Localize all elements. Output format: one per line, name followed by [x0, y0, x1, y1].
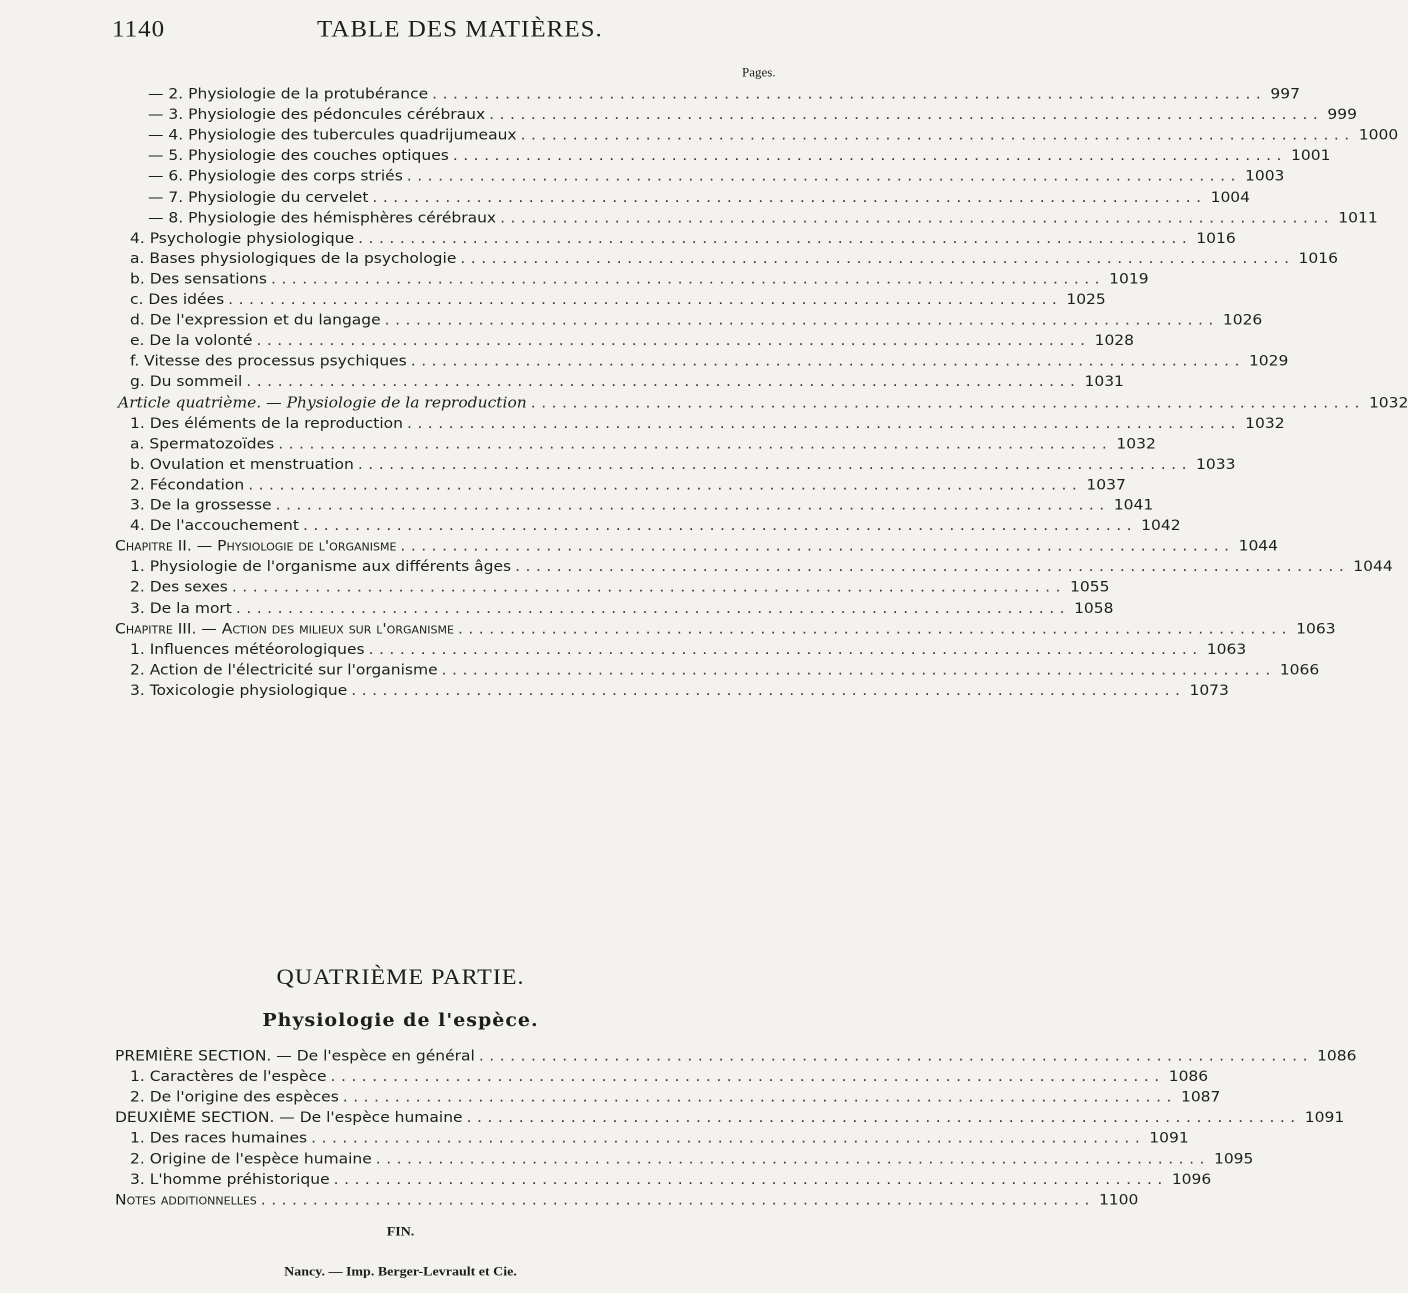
toc-row	[148, 167, 1285, 188]
dot-leader: ................................................................................	[478, 1047, 1314, 1065]
dot-leader: ................................................................................	[406, 414, 1242, 432]
dot-leader: ................................................................................	[311, 1129, 1146, 1147]
toc-entry-page: 1032	[1368, 393, 1408, 411]
toc-entry-page: 1011	[1338, 208, 1378, 226]
toc-row	[148, 85, 1300, 106]
toc-entry-label: DEUXIÈME SECTION. — De l'espèce humaine	[115, 1109, 463, 1126]
toc-entry-label: Chapitre III. — Action des milieux sur l'organisme	[115, 620, 454, 637]
toc-row	[130, 517, 1181, 537]
toc-row	[130, 681, 1229, 702]
toc-row	[130, 332, 1135, 352]
toc-entry-label: 1. Des races humaines	[130, 1129, 308, 1147]
dot-leader: ................................................................................	[333, 1170, 1168, 1188]
toc-row	[130, 496, 1154, 517]
dot-leader: ................................................................................	[342, 1088, 1177, 1106]
toc-entry-page: 1003	[1244, 167, 1285, 185]
toc-entry-label: Notes additionnelles	[115, 1191, 257, 1209]
dot-leader: ................................................................................	[466, 1109, 1301, 1126]
toc-entry-label: 1. Des éléments de la reproduction	[130, 414, 403, 432]
toc-entry-label: 2. Action de l'électricité sur l'organisme	[130, 661, 438, 678]
toc-entry-page: 1016	[1298, 250, 1338, 267]
toc-row	[130, 1150, 1254, 1170]
toc-entry-label: c. Des idées	[130, 291, 225, 308]
toc-entry-label: — 4. Physiologie des tubercules quadrijumeaux	[148, 126, 517, 144]
pages-column-label: Pages.	[742, 65, 776, 80]
toc-row	[115, 1047, 1357, 1067]
toc-entry-page: 1100	[1098, 1191, 1139, 1209]
dot-leader: ................................................................................	[256, 332, 1091, 349]
dot-leader: ................................................................................	[489, 106, 1324, 123]
toc-entry-label: d. De l'expression et du langage	[130, 311, 381, 329]
dot-leader: ................................................................................	[530, 393, 1365, 411]
toc-row	[148, 208, 1378, 229]
toc-entry-label: a. Spermatozoïdes	[130, 435, 275, 452]
dot-leader: ................................................................................	[406, 167, 1241, 185]
toc-entry-page: 1041	[1113, 496, 1154, 514]
toc-entry-label: 2. Fécondation	[130, 476, 245, 493]
toc-row	[130, 352, 1289, 373]
toc-entry-label: Article quatrième. — Physiologie de la reproduction	[118, 393, 527, 411]
dot-leader: ................................................................................	[278, 435, 1113, 452]
toc-entry-page: 1063	[1206, 640, 1247, 658]
toc-entry-page: 1016	[1196, 229, 1236, 247]
toc-entry-page: 1063	[1296, 620, 1336, 637]
toc-row	[130, 558, 1393, 578]
dot-leader: ................................................................................	[452, 147, 1287, 164]
toc-row	[115, 620, 1336, 640]
toc-entry-page: 1073	[1189, 681, 1229, 699]
toc-entry-label: a. Bases physiologiques de la psychologie	[130, 250, 457, 267]
toc-row	[130, 1129, 1189, 1150]
toc-entry-page: 1032	[1116, 435, 1156, 452]
toc-entry-label: — 2. Physiologie de la protubérance	[148, 85, 429, 103]
toc-entry-label: — 7. Physiologie du cervelet	[148, 188, 369, 206]
toc-entry-page: 1033	[1196, 455, 1236, 473]
toc-entry-page: 1087	[1180, 1088, 1221, 1106]
toc-row	[148, 106, 1357, 126]
toc-row	[130, 661, 1320, 681]
toc-entry-page: 997	[1270, 85, 1300, 103]
toc-row	[130, 640, 1247, 661]
toc-entry-page: 999	[1327, 106, 1357, 123]
toc-entry-page: 1004	[1210, 188, 1251, 206]
toc-row	[130, 311, 1263, 332]
toc-entry-label: e. De la volonté	[130, 332, 253, 349]
dot-leader: ................................................................................	[357, 455, 1193, 473]
toc-entry-label: g. Du sommeil	[130, 373, 243, 391]
toc-row	[130, 229, 1236, 249]
toc-entry-page: 1037	[1086, 476, 1126, 493]
toc-entry-label: 4. Psychologie physiologique	[130, 229, 355, 247]
dot-leader: ................................................................................	[441, 661, 1276, 678]
dot-leader: ................................................................................	[351, 681, 1186, 699]
toc-entry-label: — 5. Physiologie des couches optiques	[148, 147, 449, 164]
toc-entry-page: 1042	[1141, 517, 1181, 535]
toc-entry-page: 1086	[1317, 1047, 1357, 1065]
toc-entry-page: 1096	[1171, 1170, 1212, 1188]
toc-row	[130, 414, 1285, 434]
toc-entry-page: 1019	[1109, 270, 1149, 288]
toc-entry-page: 1066	[1279, 661, 1320, 678]
dot-leader: ................................................................................	[246, 373, 1081, 391]
toc-row	[148, 126, 1399, 147]
toc-entry-page: 1025	[1066, 291, 1106, 308]
running-title: TABLE DES MATIÈRES.	[317, 16, 603, 42]
toc-row	[115, 1191, 1139, 1211]
toc-entry-page: 1058	[1074, 599, 1114, 617]
toc-entry-label: PREMIÈRE SECTION. — De l'espèce en général	[115, 1047, 475, 1065]
toc-row	[148, 147, 1331, 167]
toc-row	[130, 455, 1236, 476]
toc-entry-label: 3. L'homme préhistorique	[130, 1170, 330, 1188]
toc-row	[130, 1088, 1221, 1109]
dot-leader: ................................................................................	[400, 537, 1235, 555]
toc-entry-label: — 6. Physiologie des corps striés	[148, 167, 403, 185]
toc-entry-label: 1. Influences météorologiques	[130, 640, 365, 658]
dot-leader: ................................................................................	[375, 1150, 1210, 1167]
toc-entry-label: f. Vitesse des processus psychiques	[130, 352, 407, 370]
toc-entry-label: b. Des sensations	[130, 270, 267, 288]
dot-leader: ................................................................................	[520, 126, 1355, 144]
dot-leader: ................................................................................	[231, 578, 1067, 596]
toc-entry-label: — 8. Physiologie des hémisphères cérébraux	[148, 208, 497, 226]
toc-entry-page: 1044	[1238, 537, 1279, 555]
toc-entry-page: 1031	[1084, 373, 1124, 391]
dot-leader: ................................................................................	[235, 599, 1071, 617]
dot-leader: ................................................................................	[372, 188, 1207, 206]
toc-entry-label: 2. Des sexes	[130, 578, 228, 596]
dot-leader: ................................................................................	[302, 517, 1138, 535]
dot-leader: ................................................................................	[500, 208, 1335, 226]
toc-entry-label: 4. De l'accouchement	[130, 517, 299, 535]
dot-leader: ................................................................................	[432, 85, 1267, 103]
part-subtitle: Physiologie de l'espèce.	[262, 1010, 539, 1031]
toc-entry-page: 1091	[1149, 1129, 1189, 1147]
toc-row	[130, 291, 1106, 311]
dot-leader: ................................................................................	[228, 291, 1063, 308]
toc-row	[115, 1109, 1345, 1129]
toc-entry-label: — 3. Physiologie des pédoncules cérébraux	[148, 106, 486, 123]
toc-entry-page: 1095	[1213, 1150, 1254, 1167]
part-title: QUATRIÈME PARTIE.	[276, 965, 525, 990]
toc-entry-page: 1032	[1245, 414, 1285, 432]
dot-leader: ................................................................................	[248, 476, 1083, 493]
printer-imprint: Nancy. — Imp. Berger-Levrault et Cie.	[284, 1265, 517, 1280]
page-number: 1140	[112, 16, 166, 42]
toc-entry-label: 1. Physiologie de l'organisme aux différents âges	[130, 558, 512, 576]
toc-row	[130, 270, 1149, 291]
toc-entry-label: 1. Caractères de l'espèce	[130, 1067, 327, 1085]
toc-row	[148, 188, 1251, 208]
toc-row	[130, 250, 1338, 270]
dot-leader: ................................................................................	[457, 620, 1293, 637]
dot-leader: ................................................................................	[384, 311, 1219, 329]
toc-entry-label: 3. De la mort	[130, 599, 232, 617]
dot-leader: ................................................................................	[368, 640, 1203, 658]
toc-entry-page: 1029	[1248, 352, 1289, 370]
toc-entry-label: 3. De la grossesse	[130, 496, 272, 514]
toc-row	[130, 578, 1110, 599]
dot-leader: ................................................................................	[260, 1191, 1095, 1209]
toc-row	[130, 435, 1156, 455]
toc-entry-label: Chapitre II. — Physiologie de l'organisme	[115, 537, 397, 555]
toc-entry-page: 1026	[1222, 311, 1263, 329]
toc-entry-page: 1044	[1353, 558, 1393, 576]
toc-entry-page: 1028	[1094, 332, 1135, 349]
toc-row	[115, 537, 1279, 558]
toc-row	[130, 476, 1126, 496]
toc-row	[118, 393, 1408, 414]
toc-row	[130, 599, 1114, 620]
dot-leader: ................................................................................	[460, 250, 1295, 267]
toc-entry-page: 1091	[1304, 1109, 1345, 1126]
toc-row	[130, 373, 1124, 393]
dot-leader: ................................................................................	[275, 496, 1110, 514]
dot-leader: ................................................................................	[515, 558, 1350, 576]
toc-entry-label: 2. De l'origine des espèces	[130, 1088, 339, 1106]
dot-leader: ................................................................................	[358, 229, 1193, 247]
toc-row	[130, 1067, 1209, 1088]
page-header	[112, 17, 692, 49]
toc-entry-page: 1055	[1070, 578, 1110, 596]
toc-row	[130, 1170, 1212, 1191]
fin-mark: FIN.	[386, 1225, 415, 1240]
toc-entry-page: 1001	[1291, 147, 1331, 164]
dot-leader: ................................................................................	[330, 1067, 1165, 1085]
dot-leader: ................................................................................	[270, 270, 1106, 288]
toc-entry-label: 3. Toxicologie physiologique	[130, 681, 348, 699]
toc-entry-label: b. Ovulation et menstruation	[130, 455, 354, 473]
toc-entry-label: 2. Origine de l'espèce humaine	[130, 1150, 372, 1167]
toc-entry-page: 1086	[1168, 1067, 1209, 1085]
toc-entry-page: 1000	[1358, 126, 1399, 144]
dot-leader: ................................................................................	[410, 352, 1245, 370]
